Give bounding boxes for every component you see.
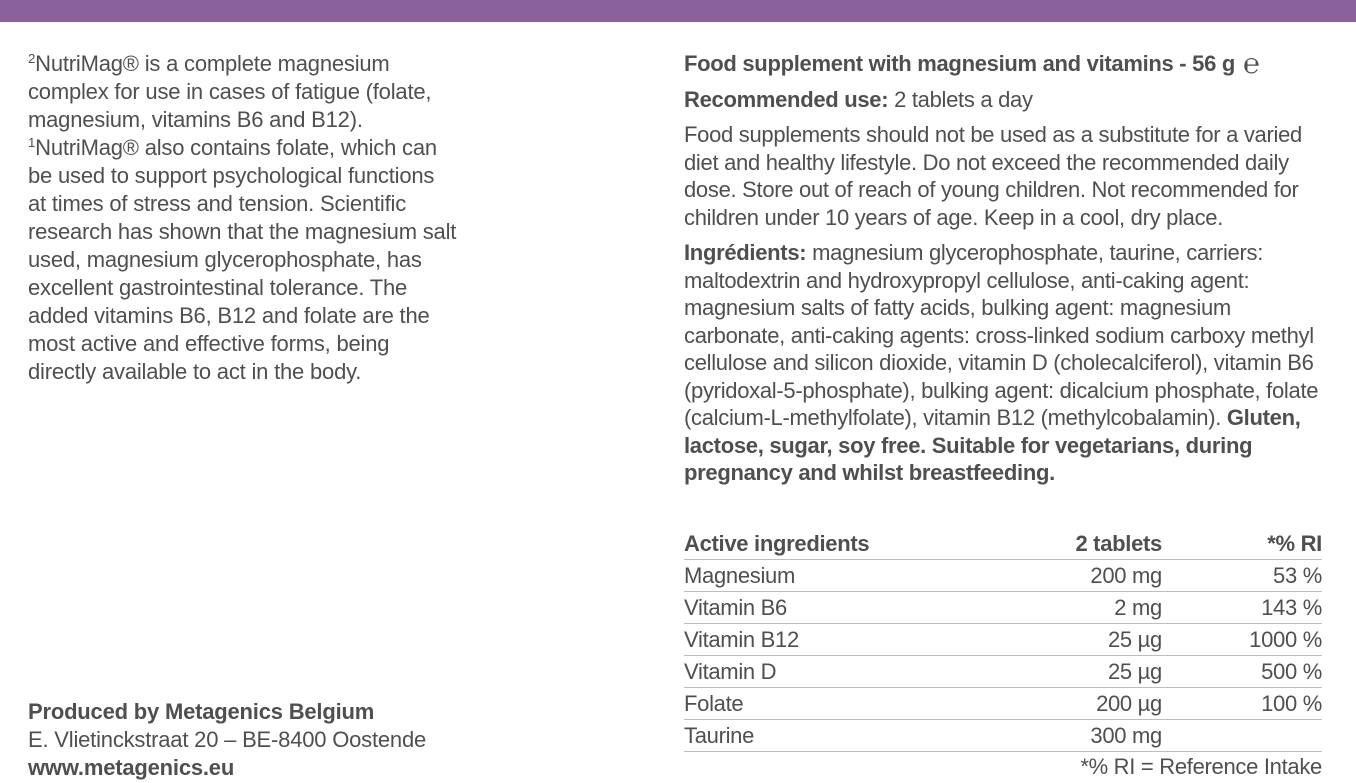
estimated-sign-icon: ℮ xyxy=(1242,46,1260,80)
warnings-text: Food supplements should not be used as a substitute for a varied diet and healthy lifestyle. Do not exceed the recommended daily dose. Store out of reach of young children. Not recommended for children under 10 years of age. Keep in a cool, dry place. xyxy=(684,122,1302,230)
table-row xyxy=(684,560,1322,592)
product-title-text: Food supplement with magnesium and vitamins - 56 g xyxy=(684,51,1235,76)
ingredient-name: Magnesium xyxy=(684,560,982,592)
ingredient-ri: 100 % xyxy=(1162,688,1322,720)
ingredients-text: magnesium glycerophosphate, taurine, carriers: maltodextrin and hydroxypropyl cellulose, anti-caking agent: magnesium salts of fatty acids, bulking agent: magnesium carbonate, anti-caking agents: cross-linked sodium carboxy methyl cellulose and silicon dioxide, vitamin D (cholecalciferol), vitamin B6 (pyridoxal-5-phosphate), bulking agent: dicalcium phosphate, folate (calcium-L-methylfolate), vitamin B12 (methylcobalamin). xyxy=(684,240,1319,430)
ingredient-name: Vitamin D xyxy=(684,656,982,688)
description-paragraph-1 xyxy=(28,50,458,134)
ingredient-name: Folate xyxy=(684,688,982,720)
ingredient-ri: 53 % xyxy=(1162,560,1322,592)
producer-name: Produced by Metagenics Belgium xyxy=(28,699,375,724)
recommended-use xyxy=(684,86,1334,114)
top-accent-bar xyxy=(0,0,1356,22)
ingredient-dose: 2 mg xyxy=(982,592,1162,624)
active-ingredients-table xyxy=(684,528,1322,752)
producer-info xyxy=(28,698,468,782)
producer-website: www.metagenics.eu xyxy=(28,755,235,780)
ri-footnote: *% RI = Reference Intake xyxy=(1080,754,1322,779)
ingredient-dose: 200 µg xyxy=(982,688,1162,720)
table-row xyxy=(684,656,1322,688)
product-title xyxy=(684,46,1334,80)
table-row xyxy=(684,688,1322,720)
ingredient-dose: 200 mg xyxy=(982,560,1162,592)
header-dose: 2 tablets xyxy=(982,528,1162,560)
table-header-row xyxy=(684,528,1322,560)
table-row xyxy=(684,720,1322,752)
ingredient-ri: 500 % xyxy=(1162,656,1322,688)
ingredient-dose: 25 µg xyxy=(982,656,1162,688)
ingredient-name: Vitamin B12 xyxy=(684,624,982,656)
recommended-use-text: 2 tablets a day xyxy=(888,86,1033,112)
description-paragraph-2 xyxy=(28,134,458,386)
recommended-use-label: Recommended use: xyxy=(684,86,889,112)
footnote-marker-1: 1 xyxy=(28,135,36,151)
ingredients-label: Ingrédients: xyxy=(684,240,807,265)
table-row xyxy=(684,592,1322,624)
ingredient-dose: 25 µg xyxy=(982,624,1162,656)
product-description xyxy=(28,50,458,386)
table-row xyxy=(684,624,1322,656)
ingredients-claims: Gluten, lactose, sugar, soy free. Suitable for vegetarians, during pregnancy and whilst breastfeeding. xyxy=(684,405,1301,485)
ingredients xyxy=(684,239,1334,487)
ingredient-name: Vitamin B6 xyxy=(684,592,982,624)
description-text-1: NutriMag® is a complete magnesium complex for use in cases of fatigue (folate, magnesium, vitamins B6 and B12). xyxy=(28,51,432,132)
product-details xyxy=(684,46,1334,487)
ingredient-name: Taurine xyxy=(684,720,982,752)
ingredient-ri xyxy=(1162,720,1322,752)
header-ri: *% RI xyxy=(1162,528,1322,560)
footnote-marker-2: 2 xyxy=(28,51,36,67)
producer-address: E. Vlietinckstraat 20 – BE-8400 Oostende xyxy=(28,727,427,752)
ingredient-ri: 143 % xyxy=(1162,592,1322,624)
ingredient-ri: 1000 % xyxy=(1162,624,1322,656)
description-text-2: NutriMag® also contains folate, which can be used to support psychological functions at times of stress and tension. Scientific research has shown that the magnesium salt used, magnesium glycerophosphate, has excellent gastrointestinal tolerance. The added vitamins B6, B12 and folate are the most active and effective forms, being directly available to act in the body. xyxy=(28,135,457,384)
header-active-ingredients: Active ingredients xyxy=(684,528,982,560)
ingredient-dose: 300 mg xyxy=(982,720,1162,752)
